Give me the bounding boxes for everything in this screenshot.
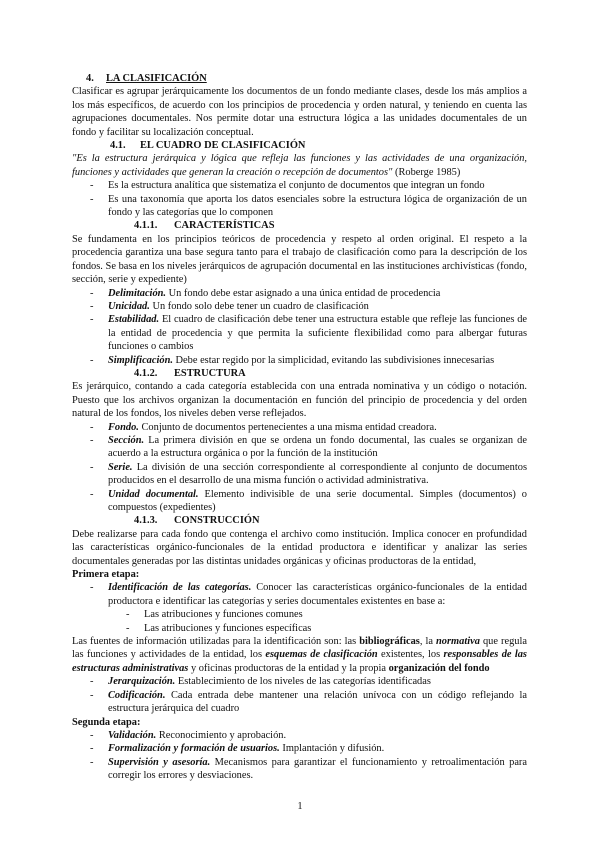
section-number: 4.1. <box>110 140 126 152</box>
list-item <box>108 300 527 313</box>
section-heading-4 <box>72 72 527 85</box>
section-title: CARACTERÍSTICAS <box>174 220 275 232</box>
term: Serie. <box>108 461 133 473</box>
list-item <box>108 421 527 434</box>
list-item: - Es una taxonomía que aporta los datos esenciales sobre la estructura lógica de organización de un fondo y las categorías que lo componen <box>108 193 527 220</box>
section-4-1-1-intro: Se fundamenta en los principios teóricos de procedencia y respeto al orden original. El respeto a la procedencia garantiza una base segura tanto para el trabajo de clasificación como para la descripción de los fondos. Se basa en los niveles jerárquicos de agrupación documental en las instituciones archivísticas (fondo, sección, serie y expediente) <box>72 233 527 286</box>
characteristics-list <box>72 287 527 367</box>
stage-1-steps-list <box>72 675 527 715</box>
term-text: Elemento indivisible de una serie documental. Simples (documentos) o compuestos (expedientes) <box>108 488 527 513</box>
list-item <box>108 354 527 367</box>
section-title: LA CLASIFICACIÓN <box>106 73 207 84</box>
section-4-1-3-intro: Debe realizarse para cada fondo que contenga el archivo como institución. Implica conocer en profundidad las características orgánico-funcionales de la entidad productora e identificar y analizar las series documentales generadas por las distintas unidades orgánicas y oficinas productoras de la entidad, <box>72 528 527 567</box>
section-number: 4.1.2. <box>134 367 158 379</box>
term: Validación. <box>108 729 157 741</box>
term: Simplificación. <box>108 354 173 366</box>
sub-list-item: - Las atribuciones y funciones específicas <box>144 622 527 635</box>
list-item: - Es la estructura analítica que sistematiza el conjunto de documentos que integran un fondo <box>108 179 527 192</box>
section-heading-4-1-3 <box>72 514 527 527</box>
bold-run: bibliográficas <box>359 636 420 648</box>
term: Jerarquización. <box>108 676 176 688</box>
document-page <box>72 72 527 783</box>
term-text: Implantación y difusión. <box>279 743 385 755</box>
term-text: Reconocimiento y aprobación. <box>156 729 287 741</box>
term: Fondo. <box>108 421 139 433</box>
text-run: que regula las funciones y actividades de la entidad, los <box>72 636 527 661</box>
term: Formalización y formación de usuarios. <box>108 743 280 755</box>
term-text: Un fondo debe estar asignado a una única entidad de procedencia <box>166 287 441 299</box>
section-number: 4.1.3. <box>134 515 158 527</box>
term-text: Debe estar regido por la simplicidad, evitando las subdivisiones innecesarias <box>172 354 495 366</box>
section-title: CONSTRUCCIÓN <box>174 515 260 527</box>
term-text: La división de una sección correspondiente al correspondiente al conjunto de documentos producidos en el desarrollo de una misma función o actividad administrativa. <box>108 461 527 487</box>
section-heading-4-1-1 <box>72 219 527 232</box>
list-item <box>108 287 527 300</box>
term-text: Un fondo solo debe tener un cuadro de clasificación <box>149 300 369 312</box>
term: Unicidad. <box>108 300 150 312</box>
stage-1-label: Primera etapa: <box>72 569 140 581</box>
list-item <box>108 461 527 488</box>
sub-list <box>108 608 527 635</box>
text-run: , la <box>419 636 437 648</box>
list-item <box>108 581 527 635</box>
section-number: 4.1.1. <box>134 220 158 232</box>
term: Delimitación. <box>108 287 167 299</box>
bold-run: organización del fondo <box>388 662 490 674</box>
term: Supervisión y asesoría. <box>108 756 211 768</box>
definition-quote <box>72 152 527 179</box>
list-item <box>108 488 527 515</box>
term-text: Establecimiento de los niveles de las categorías identificadas <box>175 676 431 688</box>
list-item <box>108 434 527 461</box>
stage-2-list <box>72 729 527 783</box>
term-text: Conocer las características orgánico-funcionales de la entidad productora e identificar las categorías y series documentales existentes en base a: <box>108 582 527 607</box>
list-item <box>108 742 527 755</box>
term: Identificación de las categorías. <box>108 582 252 594</box>
term-text: Mecanismos para garantizar el funcionamiento y retroalimentación para corregir los errores y desviaciones. <box>108 756 528 782</box>
section-heading-4-1 <box>72 139 527 152</box>
list-item <box>108 756 527 783</box>
term: Sección. <box>108 434 145 446</box>
list-item <box>108 689 527 716</box>
term: Estabilidad. <box>108 314 160 326</box>
section-title: ESTRUCTURA <box>174 367 246 379</box>
section-4-intro: Clasificar es agrupar jerárquicamente los documentos de un fondo mediante clases, desde los más amplios a los más específicos, de acuerdo con los principios de procedencia y orden natural, y teniendo en cuenta las agrupaciones documentales. Nos permite dotar una estructura lógica a las unidades documentales de un fondo y facilitar su localización conceptual. <box>72 86 527 138</box>
section-title: EL CUADRO DE CLASIFICACIÓN <box>140 140 306 152</box>
text-run: existentes, los <box>377 649 444 661</box>
text-run: y oficinas productoras de la entidad y la propia <box>188 662 389 674</box>
quote-text: "Es la estructura jerárquica y lógica que refleja las funciones y las actividades de una organización, funciones y actividades que generan la creación o recepción de documentos" <box>72 153 527 178</box>
bold-run: responsables de las estructuras administrativas <box>72 649 527 674</box>
term-text: Cada entrada debe mantener una relación unívoca con un código reflejando la estructura jerárquica del cuadro <box>108 689 527 715</box>
bold-run: esquemas de clasificación <box>265 649 378 661</box>
sub-list-item: - Las atribuciones y funciones comunes <box>144 608 527 621</box>
bold-run: normativa <box>436 636 480 648</box>
section-4-1-2-intro: Es jerárquico, contando a cada categoría establecida con una entrada nominativa y un código o notación. Puesto que los archivos organizan la documentación en función del principio de procedencia y del orden natural de los fondos, los niveles deben verse reflejados. <box>72 381 527 420</box>
text-run: Las fuentes de información utilizadas para la identificación son: las <box>72 636 360 648</box>
list-item <box>108 675 527 688</box>
quote-source: (Roberge 1985) <box>392 166 461 178</box>
section-number: 4. <box>86 73 94 84</box>
page-number: 1 <box>297 801 303 812</box>
term-text: El cuadro de clasificación debe tener una estructura estable que refleje las funciones de la entidad de procedencia y que permita la suficiente flexibilidad como para albergar futuras funciones o cambios <box>108 314 527 353</box>
list-item <box>108 313 527 353</box>
term-text: Conjunto de documentos pertenecientes a una misma entidad creadora. <box>138 421 437 433</box>
stage-2-label: Segunda etapa: <box>72 716 141 728</box>
section-heading-4-1-2 <box>72 367 527 380</box>
sources-paragraph <box>72 635 527 675</box>
term-text: La primera división en que se ordena un fondo documental, las cuales se organizan de acuerdo a la estructura orgánica o por la función de la institución <box>108 434 527 460</box>
term: Unidad documental. <box>108 488 199 500</box>
list-item <box>108 729 527 742</box>
term: Codificación. <box>108 689 166 701</box>
stage-1-list <box>72 581 527 635</box>
cuadro-list <box>72 179 527 219</box>
structure-list <box>72 421 527 515</box>
